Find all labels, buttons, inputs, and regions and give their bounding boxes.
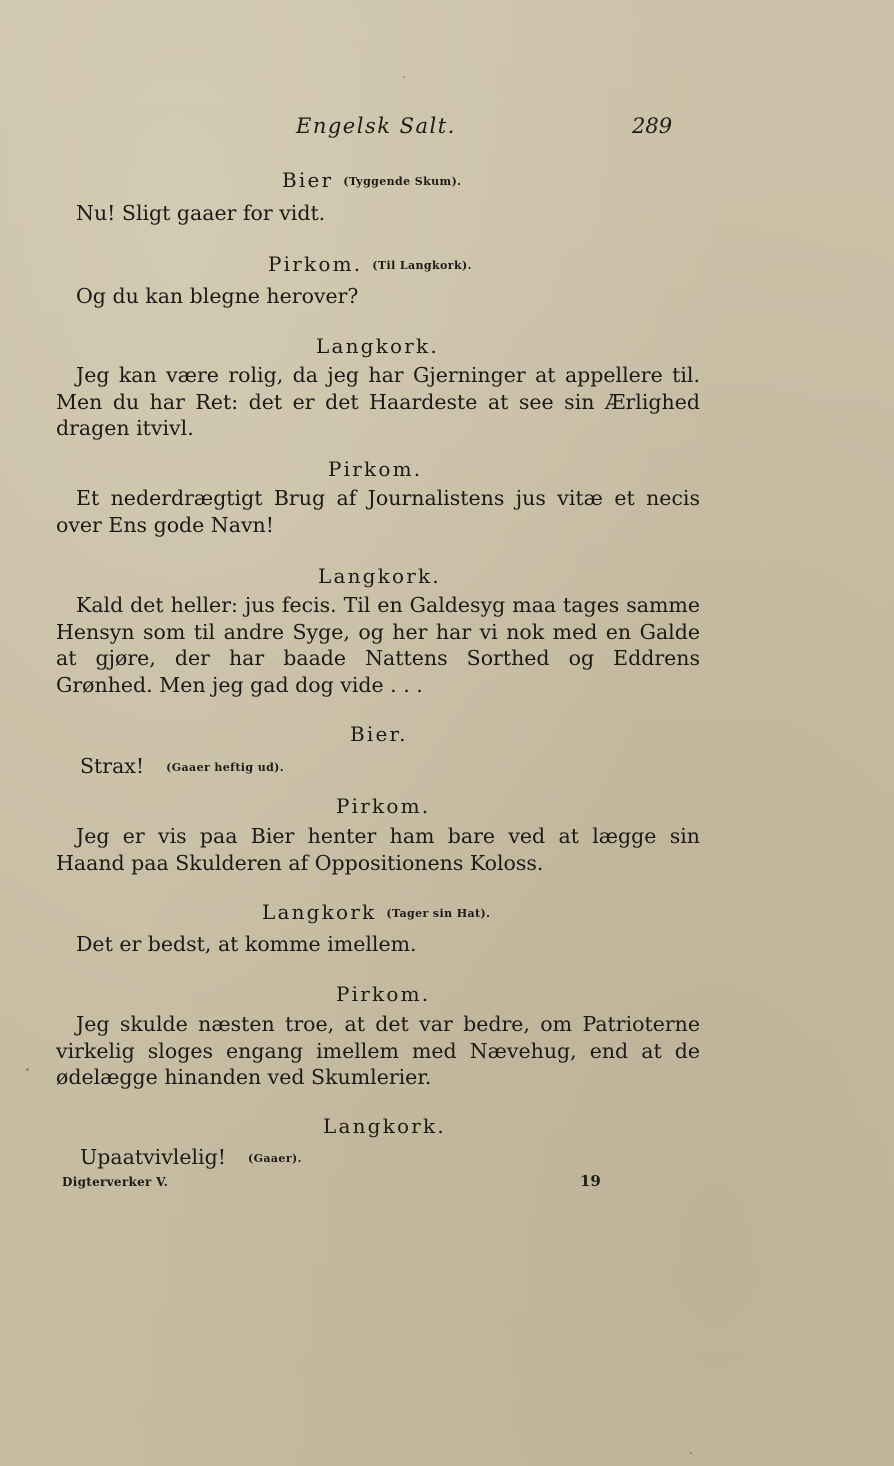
speaker-name: Bier xyxy=(282,168,334,192)
speaker-name: Pirkom. xyxy=(328,457,423,481)
speech-text: Jeg er vis paa Bier henter ham bare ved at lægge sin Haand paa Skulderen af Oppositionens Koloss. xyxy=(56,824,700,875)
sheet-number: 19 xyxy=(580,1172,601,1190)
speaker-name: Pirkom. xyxy=(268,252,363,276)
stage-direction: (Tyggende Skum). xyxy=(343,175,462,188)
speaker-heading xyxy=(282,168,461,192)
paper-speck xyxy=(26,1068,29,1071)
speaker-heading xyxy=(318,564,441,588)
speech-text: Jeg skulde næsten troe, at det var bedre, om Patrioterne virkelig sloges engang imellem med Nævehug, end at de ødelægge hinanden ved Skumlerier. xyxy=(56,1012,700,1089)
speaker-heading xyxy=(268,252,472,276)
speaker-name: Bier. xyxy=(350,722,408,746)
speech-text: Et nederdrægtigt Brug af Journalistens jus vitæ et necis over Ens gode Navn! xyxy=(56,486,700,537)
speaker-name: Langkork. xyxy=(323,1114,446,1138)
speaker-heading xyxy=(262,900,490,924)
stage-direction: (Gaaer). xyxy=(247,1152,302,1165)
speech-text: Kald det heller: jus fecis. Til en Galdesyg maa tages samme Hensyn som til andre Syge, og her har vi nok med en Galde at gjøre, der har baade Nattens Sorthed og Eddrens Grønhed. Men jeg gad dog vide . . . xyxy=(56,593,700,697)
speech-text: Det er bedst, at komme imellem. xyxy=(76,932,417,956)
speech-line xyxy=(80,754,284,778)
speech-line xyxy=(80,1145,302,1169)
stage-direction: (Gaaer heftig ud). xyxy=(166,761,285,774)
speech-text: Og du kan blegne herover? xyxy=(76,284,359,308)
speaker-heading xyxy=(350,722,408,746)
speaker-name: Langkork xyxy=(262,900,377,924)
speaker-heading xyxy=(323,1114,446,1138)
running-title: Engelsk Salt. xyxy=(296,114,456,138)
speaker-name: Langkork. xyxy=(316,334,439,358)
speech-text: Strax! xyxy=(80,754,145,778)
speaker-name: Langkork. xyxy=(318,564,441,588)
page-footer xyxy=(0,1172,894,1196)
speaker-name: Pirkom. xyxy=(336,982,431,1006)
speaker-heading xyxy=(328,457,422,481)
speaker-heading xyxy=(336,794,430,818)
paper-speck xyxy=(403,76,405,78)
page-number: 289 xyxy=(632,114,673,138)
stage-direction: (Tager sin Hat). xyxy=(386,907,491,920)
signature-mark: Digterverker V. xyxy=(62,1175,169,1189)
running-head xyxy=(0,114,894,148)
speech-text: Upaatvivlelig! xyxy=(80,1145,226,1169)
speaker-heading xyxy=(336,982,430,1006)
speech-text: Jeg kan være rolig, da jeg har Gjerninger at appellere til. Men du har Ret: det er det Haardeste at see sin Ærlighed dragen itvivl. xyxy=(56,363,700,440)
stage-direction: (Til Langkork). xyxy=(372,259,472,272)
speaker-heading xyxy=(316,334,439,358)
paper-speck xyxy=(690,1452,692,1454)
speaker-name: Pirkom. xyxy=(336,794,431,818)
speech-text: Nu! Sligt gaaer for vidt. xyxy=(76,201,326,225)
